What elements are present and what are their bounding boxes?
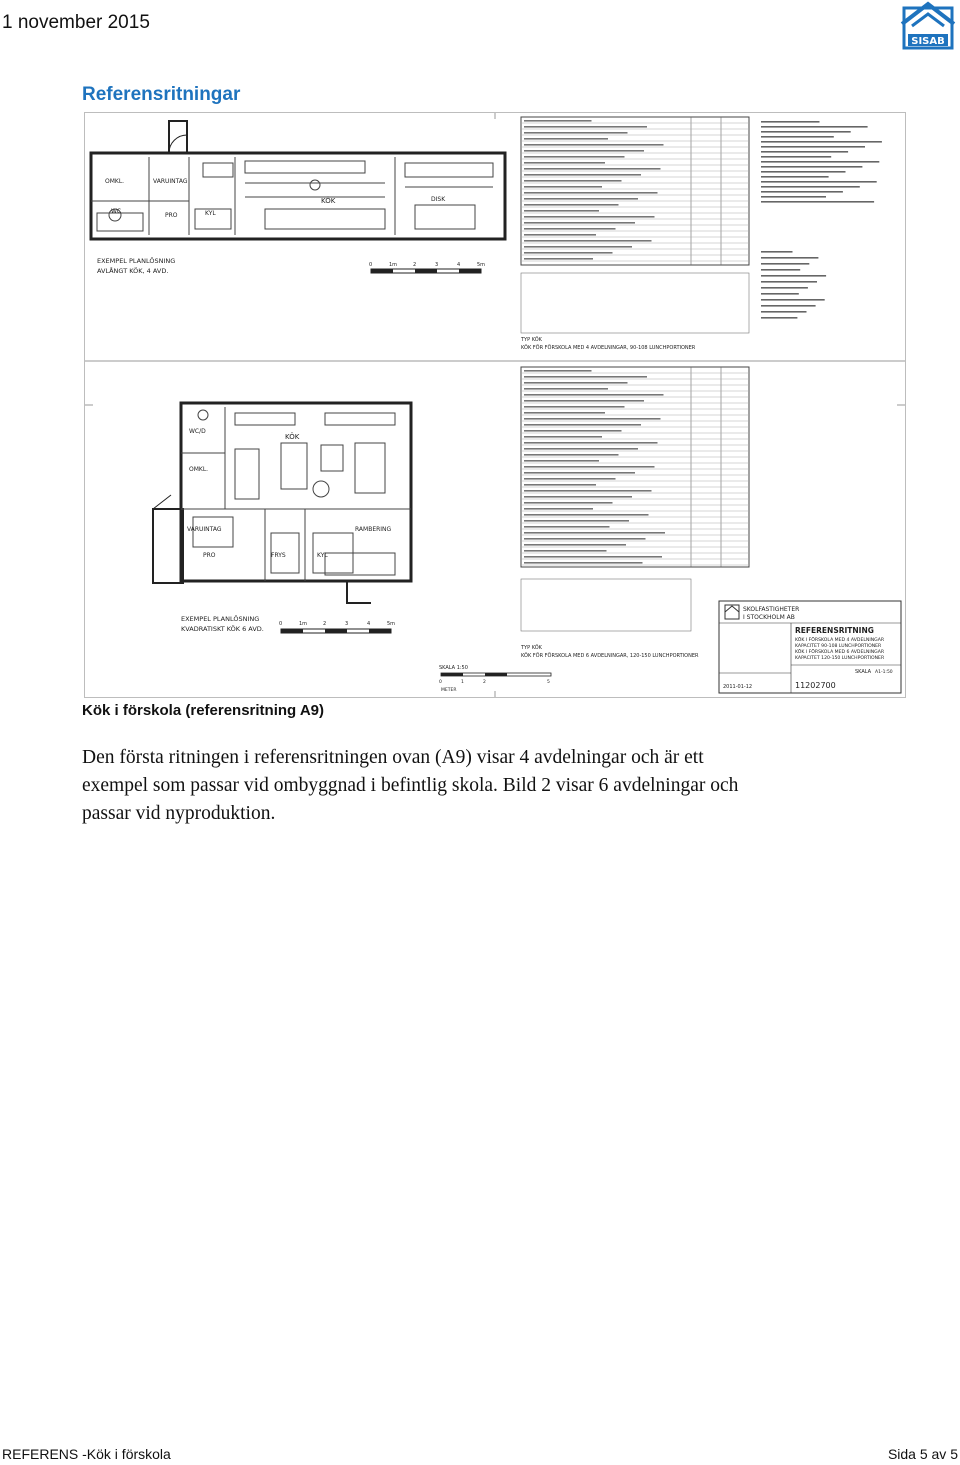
illegible-text-line xyxy=(761,191,843,193)
bottom-room-label: KÖK xyxy=(285,433,300,441)
title-block-line: KAPACITET 120-150 LUNCHPORTIONER xyxy=(795,656,885,661)
scale-tick: 3 xyxy=(345,621,349,627)
illegible-text-line xyxy=(761,269,800,271)
scale-tick: 0 xyxy=(279,621,283,627)
illegible-text-line xyxy=(524,430,622,432)
scale-tick: 2 xyxy=(483,680,486,685)
illegible-text-line xyxy=(524,126,647,128)
scale-tick: 0 xyxy=(439,680,442,685)
illegible-text-line xyxy=(524,424,641,426)
illegible-text-line xyxy=(524,472,635,474)
illegible-text-line xyxy=(524,246,632,248)
illegible-text-line xyxy=(761,161,879,163)
bottom-plan-caption: KVADRATISKT KÖK 6 AVD. xyxy=(181,625,264,633)
illegible-text-line xyxy=(524,514,649,516)
illegible-text-line xyxy=(761,281,817,283)
illegible-text-line xyxy=(524,204,619,206)
illegible-text-line xyxy=(524,186,602,188)
illegible-text-line xyxy=(524,436,602,438)
illegible-text-line xyxy=(524,478,616,480)
illegible-text-line xyxy=(524,222,635,224)
scale-tick: 1m xyxy=(389,262,398,268)
illegible-text-line xyxy=(524,382,628,384)
illegible-text-line xyxy=(524,556,662,558)
bottom-room-label: OMKL. xyxy=(189,466,209,473)
illegible-text-line xyxy=(524,502,613,504)
illegible-text-line xyxy=(524,370,592,372)
top-room-label: VARUINTAG xyxy=(153,178,188,185)
body-paragraph xyxy=(82,744,902,828)
illegible-text-line xyxy=(524,526,610,528)
logo-text: SISAB xyxy=(911,36,945,47)
title-block-type: REFERENSRITNING xyxy=(795,626,874,635)
body-line: Den första ritningen i referensritningen ovan (A9) visar 4 avdelningar och är ett xyxy=(82,747,704,768)
illegible-text-line xyxy=(524,180,622,182)
illegible-text-line xyxy=(761,257,818,259)
top-typ-desc: KÖK FÖR FÖRSKOLA MED 4 AVDELNINGAR, 90-108 LUNCHPORTIONER xyxy=(521,345,696,351)
illegible-text-line xyxy=(761,251,793,253)
scale-tick: 2 xyxy=(323,621,327,627)
illegible-text-line xyxy=(524,388,608,390)
scale-tick: 1 xyxy=(461,680,464,685)
illegible-text-line xyxy=(524,400,644,402)
body-line: passar vid nyproduktion. xyxy=(82,803,276,824)
scale-tick: 1m xyxy=(299,621,308,627)
illegible-text-line xyxy=(524,156,625,158)
bottom-room-label: KYL xyxy=(317,552,328,559)
illegible-text-line xyxy=(524,120,592,122)
illegible-text-line xyxy=(524,240,652,242)
illegible-text-line xyxy=(524,150,644,152)
title-block-line: KÖK I FÖRSKOLA MED 4 AVDELNINGAR xyxy=(795,638,885,643)
illegible-text-line xyxy=(524,192,658,194)
title-block-line: KÖK I FÖRSKOLA MED 6 AVDELNINGAR xyxy=(795,650,885,655)
illegible-text-line xyxy=(524,508,593,510)
footer-document-title: REFERENS -Kök i förskola xyxy=(2,1446,171,1462)
illegible-text-line xyxy=(524,228,616,230)
top-spec-table xyxy=(520,117,749,351)
bottom-room-label: WC/D xyxy=(189,428,206,435)
bottom-spec-table xyxy=(520,367,749,659)
bottom-room-label: FRYS xyxy=(271,552,286,559)
illegible-text-line xyxy=(761,136,834,138)
scale-tick: 5m xyxy=(477,262,486,268)
illegible-text-line xyxy=(524,520,629,522)
illegible-text-line xyxy=(761,156,831,158)
illegible-text-line xyxy=(761,126,868,128)
illegible-text-line xyxy=(524,442,658,444)
sisab-logo xyxy=(898,0,958,50)
illegible-text-line xyxy=(761,146,865,148)
scale-tick: 4 xyxy=(367,621,371,627)
illegible-text-line xyxy=(761,263,809,265)
illegible-text-line xyxy=(524,258,593,260)
top-room-label: WC xyxy=(111,208,122,215)
illegible-text-line xyxy=(524,562,643,564)
illegible-text-line xyxy=(524,550,607,552)
illegible-text-line xyxy=(761,311,807,313)
scale-tick: 0 xyxy=(369,262,373,268)
illegible-text-line xyxy=(761,181,877,183)
bottom-typ-title: TYP KÖK xyxy=(521,645,542,651)
title-block-date: 2011-01-12 xyxy=(723,684,753,690)
section-title: Referensritningar xyxy=(82,84,241,105)
illegible-text-line xyxy=(524,460,599,462)
illegible-text-line xyxy=(524,484,596,486)
illegible-text-line xyxy=(524,544,626,546)
bottom-floor-plan xyxy=(153,403,411,633)
drawing-scale-bar xyxy=(439,665,551,693)
top-notes xyxy=(761,121,882,319)
illegible-text-line xyxy=(524,394,664,396)
top-room-label: PRO xyxy=(165,212,178,219)
top-room-label: KÖK xyxy=(321,197,336,205)
bottom-room-label: PRO xyxy=(203,552,216,559)
illegible-text-line xyxy=(761,166,862,168)
illegible-text-line xyxy=(761,171,846,173)
illegible-text-line xyxy=(524,412,605,414)
bottom-plan-caption: EXEMPEL PLANLÖSNING xyxy=(181,615,260,623)
illegible-text-line xyxy=(524,406,625,408)
illegible-text-line xyxy=(524,252,613,254)
title-block-line: KAPACITET 90-108 LUNCHPORTIONER xyxy=(795,644,882,649)
illegible-text-line xyxy=(524,198,638,200)
title-block-scale-label: SKALA xyxy=(855,669,872,675)
figure-caption: Kök i förskola (referensritning A9) xyxy=(82,702,324,719)
illegible-text-line xyxy=(761,121,820,123)
top-room-label: OMKL. xyxy=(105,178,125,185)
illegible-text-line xyxy=(761,287,808,289)
top-floor-plan xyxy=(91,121,505,275)
scale-label: SKALA 1:50 xyxy=(439,665,468,671)
illegible-text-line xyxy=(524,376,647,378)
bottom-room-label: VARUINTAG xyxy=(187,526,222,533)
illegible-text-line xyxy=(761,176,829,178)
illegible-text-line xyxy=(761,151,848,153)
illegible-text-line xyxy=(524,210,599,212)
illegible-text-line xyxy=(524,216,655,218)
illegible-text-line xyxy=(524,418,661,420)
illegible-text-line xyxy=(524,532,665,534)
top-plan-caption: AVLÅNGT KÖK, 4 AVD. xyxy=(97,267,169,275)
illegible-text-line xyxy=(761,305,816,307)
illegible-text-line xyxy=(761,275,826,277)
bottom-typ-desc: KÖK FÖR FÖRSKOLA MED 6 AVDELNINGAR, 120-150 LUNCHPORTIONER xyxy=(521,653,699,659)
top-plan-caption: EXEMPEL PLANLÖSNING xyxy=(97,257,176,265)
scale-tick: 4 xyxy=(457,262,461,268)
title-block-org: SKOLFASTIGHETER xyxy=(743,606,800,613)
illegible-text-line xyxy=(761,131,851,133)
illegible-text-line xyxy=(524,162,605,164)
drawing-svg xyxy=(85,113,905,697)
top-room-label: DISK xyxy=(431,196,446,203)
house-logo-icon xyxy=(898,0,958,50)
illegible-text-line xyxy=(761,317,797,319)
illegible-text-line xyxy=(524,490,652,492)
body-line: exempel som passar vid ombyggnad i befintlig skola. Bild 2 visar 6 avdelningar och xyxy=(82,775,739,796)
title-block-number: 11202700 xyxy=(795,681,836,690)
footer-page-number: Sida 5 av 5 xyxy=(887,1446,958,1462)
illegible-text-line xyxy=(524,168,661,170)
illegible-text-line xyxy=(761,141,882,143)
illegible-text-line xyxy=(524,496,632,498)
bottom-scale-bar xyxy=(279,621,395,633)
illegible-text-line xyxy=(524,174,641,176)
header-date: 1 november 2015 xyxy=(2,12,150,33)
illegible-text-line xyxy=(524,454,619,456)
scale-tick: 5m xyxy=(387,621,396,627)
top-room-label: KYL xyxy=(205,210,216,217)
illegible-text-line xyxy=(524,132,628,134)
illegible-text-line xyxy=(524,448,638,450)
top-scale-bar xyxy=(369,262,485,273)
scale-tick: 3 xyxy=(435,262,439,268)
illegible-text-line xyxy=(761,201,874,203)
illegible-text-line xyxy=(761,299,825,301)
illegible-text-line xyxy=(761,196,826,198)
title-block xyxy=(719,601,901,693)
scale-unit: METER xyxy=(441,688,457,693)
scale-tick: 2 xyxy=(413,262,417,268)
illegible-text-line xyxy=(524,466,655,468)
title-block-org: I STOCKHOLM AB xyxy=(743,614,795,621)
illegible-text-line xyxy=(761,186,860,188)
illegible-text-line xyxy=(524,144,664,146)
scale-tick: 5 xyxy=(547,680,550,685)
illegible-text-line xyxy=(761,293,799,295)
top-typ-title: TYP KÖK xyxy=(521,337,542,343)
title-block-scale-value: A1-1:50 xyxy=(875,670,893,675)
bottom-room-label: RAMBERING xyxy=(355,526,392,533)
reference-drawing xyxy=(84,112,906,698)
illegible-text-line xyxy=(524,538,646,540)
illegible-text-line xyxy=(524,234,596,236)
illegible-text-line xyxy=(524,138,608,140)
